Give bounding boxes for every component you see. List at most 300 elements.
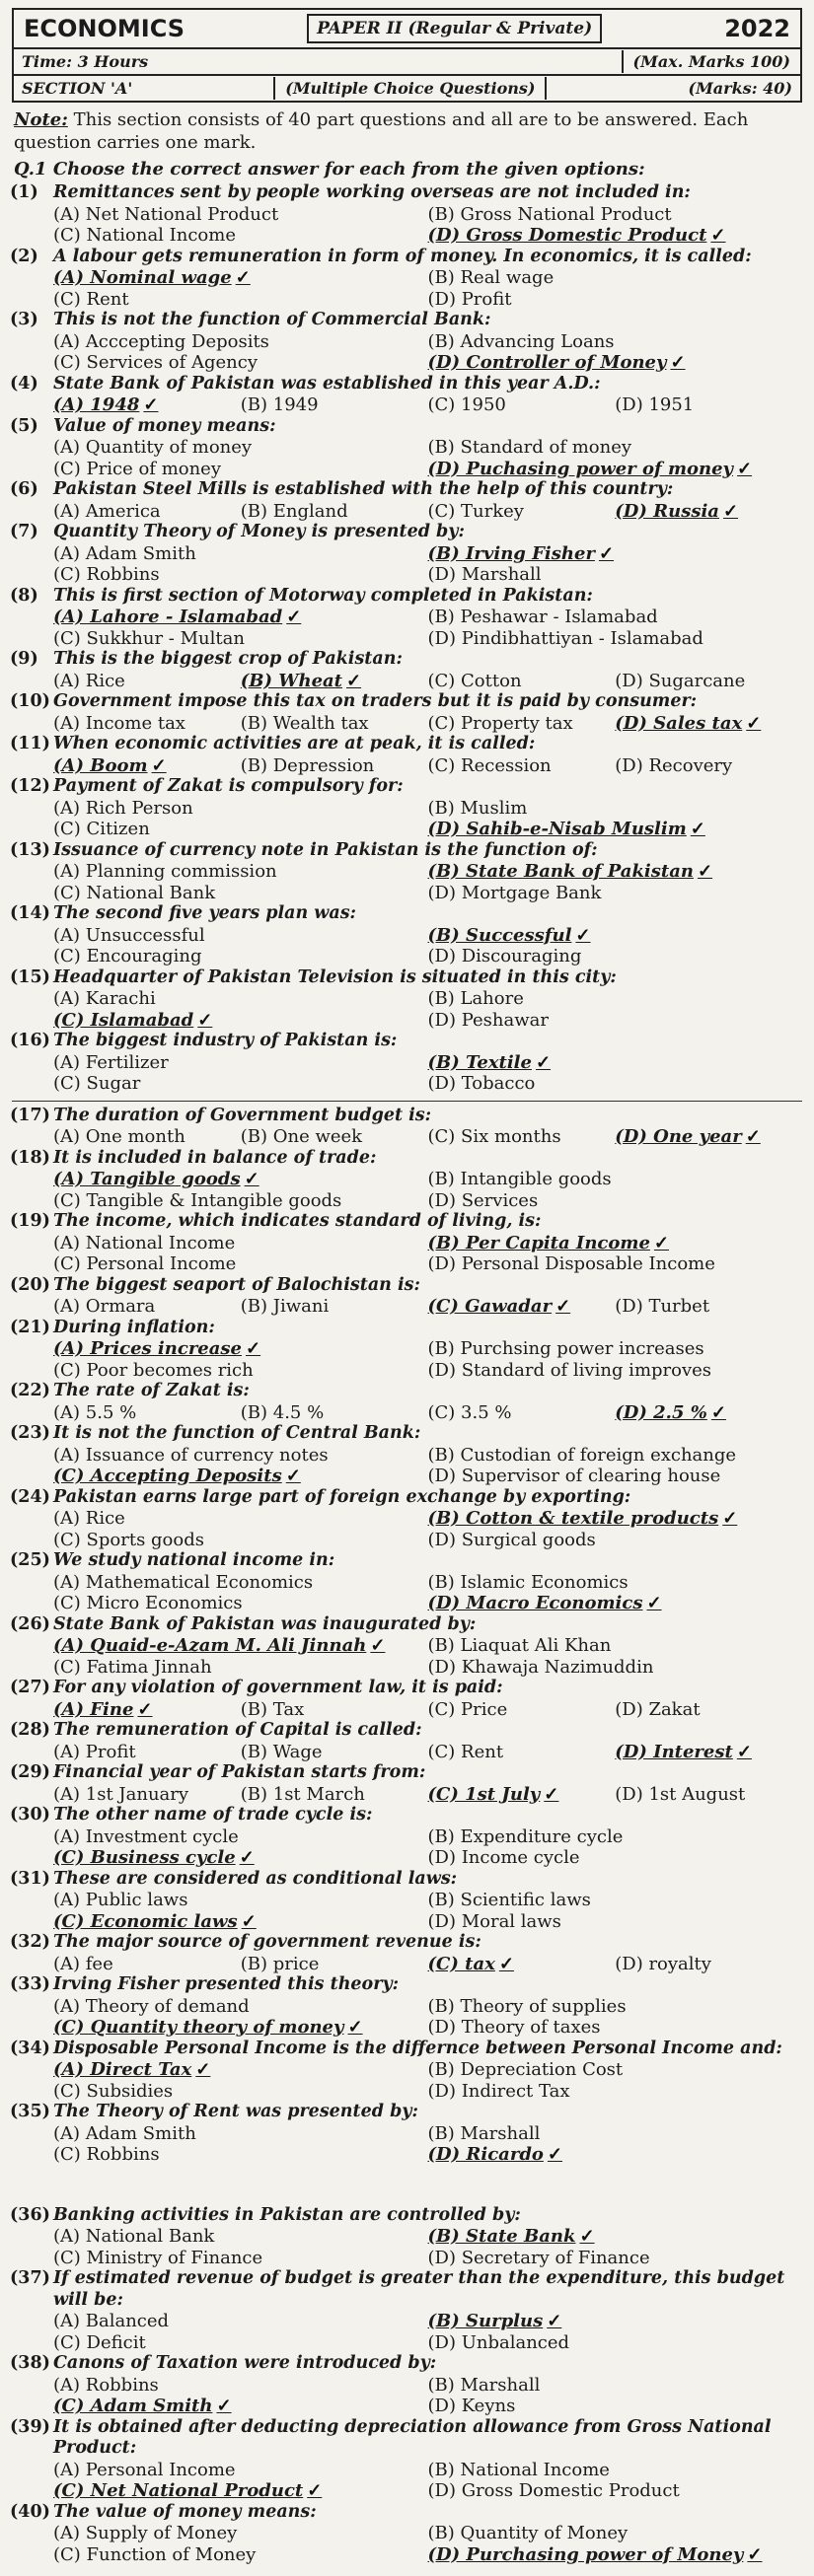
option-text: (A) America bbox=[53, 500, 161, 522]
option bbox=[53, 2081, 428, 2103]
option-grid bbox=[53, 2311, 802, 2353]
option-text: (B) Gross National Product bbox=[427, 203, 672, 225]
answer-option bbox=[428, 1784, 616, 1806]
option-text: (C) Quantity theory of money bbox=[53, 2017, 344, 2038]
option-grid bbox=[53, 1402, 802, 1424]
option bbox=[53, 798, 428, 820]
option-grid bbox=[53, 1699, 802, 1721]
option-text: (C) Micro Economics bbox=[53, 1593, 243, 1613]
option-grid bbox=[53, 861, 802, 903]
option bbox=[615, 1699, 802, 1721]
option-grid bbox=[53, 1169, 802, 1211]
question-line bbox=[10, 1487, 802, 1509]
question-text: The remuneration of Capital is called: bbox=[53, 1720, 422, 1740]
option bbox=[428, 2081, 803, 2103]
question-item bbox=[10, 2417, 802, 2502]
question-line bbox=[10, 2268, 802, 2311]
option-grid bbox=[53, 204, 802, 247]
option bbox=[615, 1954, 802, 1975]
question-line bbox=[10, 776, 802, 798]
option-text: (C) 3.5 % bbox=[427, 1401, 512, 1423]
option-text: (A) 1st January bbox=[53, 1783, 189, 1805]
question-line bbox=[10, 1720, 802, 1742]
question-number: (40) bbox=[10, 2501, 50, 2522]
option-text: (D) Marshall bbox=[427, 564, 542, 585]
option-text: (D) Peshawar bbox=[427, 1009, 549, 1031]
check-mark-icon: ✓ bbox=[653, 1232, 669, 1253]
option-text: (B) Peshawar - Islamabad bbox=[427, 607, 658, 627]
option-text: (C) Gawadar bbox=[427, 1296, 553, 1317]
option-text: (B) Theory of supplies bbox=[427, 1995, 627, 2017]
subject-title: ECONOMICS bbox=[24, 15, 185, 42]
option-text: (C) Islamabad bbox=[53, 1009, 194, 1031]
question-line bbox=[10, 1974, 802, 1996]
option-text: (B) Intangible goods bbox=[427, 1169, 612, 1189]
option-grid bbox=[53, 1445, 802, 1487]
option bbox=[428, 394, 616, 416]
option bbox=[53, 1784, 241, 1806]
option bbox=[428, 2248, 803, 2269]
answer-option bbox=[53, 1338, 428, 1360]
option bbox=[53, 946, 428, 967]
option bbox=[241, 713, 428, 735]
question-number: (17) bbox=[10, 1105, 50, 1125]
answer-option bbox=[428, 2544, 803, 2566]
option-text: (B) England bbox=[240, 500, 348, 522]
option-text: (C) Services of Agency bbox=[53, 352, 258, 373]
option-text: (C) Price of money bbox=[53, 458, 222, 479]
option bbox=[428, 2123, 803, 2145]
option bbox=[53, 1593, 428, 1614]
option bbox=[53, 2311, 428, 2332]
question-number: (30) bbox=[10, 1805, 50, 1825]
option-text: (A) Planning commission bbox=[53, 861, 277, 882]
option bbox=[428, 1338, 803, 1360]
option bbox=[241, 1742, 428, 1763]
option bbox=[428, 289, 803, 311]
option-text: (C) Subsidies bbox=[53, 2080, 174, 2102]
answer-option bbox=[615, 713, 802, 735]
answer-option bbox=[615, 1742, 802, 1763]
option bbox=[428, 437, 803, 459]
question-line bbox=[10, 649, 802, 671]
option bbox=[428, 1826, 803, 1848]
question-number: (26) bbox=[10, 1613, 50, 1634]
option-text: (D) Interest bbox=[615, 1741, 733, 1762]
section-type: (Multiple Choice Questions) bbox=[273, 77, 547, 100]
option-text: (A) Direct Tax bbox=[53, 2059, 192, 2080]
question-text: When economic activities are at peak, it is called: bbox=[53, 734, 536, 753]
question-item bbox=[10, 1031, 802, 1095]
question-text: Banking activities in Pakistan are controlled by: bbox=[53, 2204, 521, 2225]
check-mark-icon: ✓ bbox=[544, 1783, 559, 1805]
option-text: (B) Tax bbox=[240, 1698, 305, 1720]
option bbox=[53, 501, 241, 523]
option-text: (A) Unsuccessful bbox=[53, 924, 205, 946]
option bbox=[53, 2375, 428, 2397]
option-text: (C) Sports goods bbox=[53, 1529, 204, 1550]
option bbox=[428, 564, 803, 586]
option-text: (D) royalty bbox=[615, 1953, 711, 1974]
option-text: (C) Sukkhur - Multan bbox=[53, 627, 245, 649]
answer-option bbox=[428, 459, 803, 480]
option-text: (A) One month bbox=[53, 1126, 185, 1147]
question-text: Pakistan earns large part of foreign exchange by exporting: bbox=[53, 1486, 631, 1507]
question-line bbox=[10, 1275, 802, 1297]
option-text: (C) Price bbox=[427, 1698, 508, 1720]
check-mark-icon: ✓ bbox=[710, 1401, 726, 1423]
option-text: (B) Real wage bbox=[427, 267, 555, 288]
question-line bbox=[10, 840, 802, 862]
answer-option bbox=[428, 1954, 616, 1975]
option bbox=[428, 1635, 803, 1657]
option bbox=[428, 2332, 803, 2354]
question-item bbox=[10, 2039, 802, 2103]
option-text: (D) 1951 bbox=[615, 394, 695, 415]
option-text: (B) Expenditure cycle bbox=[427, 1825, 624, 1847]
question-number: (2) bbox=[10, 246, 38, 266]
option-text: (D) Pindibhattiyan - Islamabad bbox=[427, 627, 703, 649]
option bbox=[428, 331, 803, 353]
option-text: (C) Encouraging bbox=[53, 946, 202, 966]
question-number: (18) bbox=[10, 1147, 50, 1168]
question-item bbox=[10, 1869, 802, 1933]
question-text: Pakistan Steel Mills is established with the help of this country: bbox=[53, 479, 674, 499]
option-grid bbox=[53, 671, 802, 692]
answer-option bbox=[53, 1911, 428, 1933]
question-item bbox=[10, 1974, 802, 2039]
option-text: (D) Theory of taxes bbox=[427, 2017, 601, 2038]
question-line bbox=[10, 1318, 802, 1339]
question-item bbox=[10, 1805, 802, 1869]
question-item bbox=[10, 1932, 802, 1974]
option-text: (D) Personal Disposable Income bbox=[427, 1253, 715, 1274]
check-mark-icon: ✓ bbox=[246, 1338, 261, 1359]
question-item bbox=[10, 2102, 802, 2166]
check-mark-icon: ✓ bbox=[286, 607, 302, 627]
question-item bbox=[10, 1148, 802, 1212]
option bbox=[615, 1296, 802, 1318]
option-text: (B) Wheat bbox=[240, 670, 342, 691]
option-text: (C) Function of Money bbox=[53, 2543, 257, 2565]
option-text: (B) 1949 bbox=[240, 394, 319, 415]
option-text: (D) Macro Economics bbox=[427, 1593, 643, 1613]
answer-option bbox=[615, 1402, 802, 1424]
option-text: (C) Poor becomes rich bbox=[53, 1359, 254, 1381]
question-number: (33) bbox=[10, 1974, 50, 1994]
option bbox=[428, 1402, 616, 1424]
question-text: We study national income in: bbox=[53, 1550, 335, 1570]
option bbox=[53, 671, 241, 692]
check-mark-icon: ✓ bbox=[722, 1508, 738, 1529]
option-grid bbox=[53, 1742, 802, 1763]
option-text: (D) Keyns bbox=[427, 2396, 516, 2416]
check-mark-icon: ✓ bbox=[579, 2226, 595, 2247]
option-text: (C) Rent bbox=[53, 288, 129, 310]
option-grid bbox=[53, 2375, 802, 2417]
option-text: (B) Successful bbox=[427, 924, 572, 946]
question-number: (38) bbox=[10, 2353, 50, 2373]
option-text: (A) Profit bbox=[53, 1741, 136, 1762]
option-text: (C) tax bbox=[427, 1953, 495, 1974]
question-line bbox=[10, 2353, 802, 2375]
question-number: (20) bbox=[10, 1274, 50, 1295]
option-text: (A) Rice bbox=[53, 670, 125, 691]
option-text: (D) Tobacco bbox=[427, 1073, 536, 1094]
question-item bbox=[10, 182, 802, 247]
option bbox=[53, 1052, 428, 1074]
option-text: (D) Supervisor of clearing house bbox=[427, 1466, 721, 1486]
option-text: (A) Fertilizer bbox=[53, 1051, 169, 1073]
question-item bbox=[10, 734, 802, 776]
question-number: (9) bbox=[10, 649, 38, 669]
answer-option bbox=[428, 543, 803, 565]
question-item bbox=[10, 649, 802, 691]
option-text: (B) Quantity of Money bbox=[427, 2523, 629, 2543]
option-text: (A) Ormara bbox=[53, 1296, 156, 1317]
question-text: Value of money means: bbox=[53, 415, 276, 436]
option bbox=[53, 2523, 428, 2544]
option-text: (A) Public laws bbox=[53, 1890, 188, 1910]
question-text: This is first section of Motorway completed in Pakistan: bbox=[53, 585, 593, 606]
answer-option bbox=[428, 352, 803, 374]
option-text: (D) 1st August bbox=[615, 1783, 746, 1805]
option bbox=[428, 755, 616, 777]
question-number: (31) bbox=[10, 1868, 50, 1889]
option-grid bbox=[53, 1296, 802, 1318]
option bbox=[53, 1742, 241, 1763]
option bbox=[53, 819, 428, 840]
question-text: Canons of Taxation were introduced by: bbox=[53, 2353, 437, 2373]
option-text: (A) Adam Smith bbox=[53, 2122, 196, 2144]
option-text: (B) One week bbox=[240, 1126, 363, 1147]
header-row-time bbox=[14, 49, 800, 76]
question-item bbox=[10, 522, 802, 586]
question-number: (28) bbox=[10, 1720, 50, 1740]
option-text: (D) Zakat bbox=[615, 1698, 701, 1720]
option bbox=[428, 1657, 803, 1679]
option bbox=[428, 2375, 803, 2397]
option bbox=[53, 1530, 428, 1551]
check-mark-icon: ✓ bbox=[370, 1635, 386, 1656]
option-text: (C) Robbins bbox=[53, 2144, 160, 2165]
question-text: It is obtained after deducting depreciation allowance from Gross National Product: bbox=[53, 2416, 772, 2458]
option-text: (B) Irving Fisher bbox=[427, 542, 595, 564]
option-grid bbox=[53, 394, 802, 416]
option-grid bbox=[53, 2226, 802, 2268]
option bbox=[428, 204, 803, 226]
option-grid bbox=[53, 501, 802, 523]
option bbox=[53, 713, 241, 735]
question-number: (21) bbox=[10, 1317, 50, 1337]
question-item bbox=[10, 1762, 802, 1805]
option-text: (C) 1st July bbox=[427, 1783, 541, 1805]
question-text: During inflation: bbox=[53, 1317, 215, 1337]
option bbox=[53, 1826, 428, 1848]
option-grid bbox=[53, 1126, 802, 1148]
check-mark-icon: ✓ bbox=[151, 754, 167, 776]
question-line bbox=[10, 691, 802, 713]
check-mark-icon: ✓ bbox=[575, 924, 591, 946]
answer-option bbox=[428, 861, 803, 883]
check-mark-icon: ✓ bbox=[697, 861, 713, 882]
check-mark-icon: ✓ bbox=[690, 819, 705, 839]
question-line bbox=[10, 1106, 802, 1127]
answer-option bbox=[428, 819, 803, 840]
option-text: (A) Theory of demand bbox=[53, 1995, 250, 2017]
question-number: (7) bbox=[10, 522, 38, 541]
question-line bbox=[10, 2205, 802, 2227]
option-text: (D) Gross Domestic Product bbox=[427, 225, 707, 246]
answer-option bbox=[53, 1699, 241, 1721]
question-text: Payment of Zakat is compulsory for: bbox=[53, 776, 404, 796]
question-item bbox=[10, 1678, 802, 1720]
instruction-number: Q.1 bbox=[14, 159, 47, 179]
option-text: (D) One year bbox=[615, 1126, 742, 1147]
option-text: (D) Services bbox=[427, 1189, 539, 1211]
option bbox=[53, 225, 428, 247]
option-text: (C) National Bank bbox=[53, 882, 216, 903]
question-number: (23) bbox=[10, 1423, 50, 1443]
question-text: The value of money means: bbox=[53, 2501, 317, 2522]
option-text: (A) Quaid-e-Azam M. Ali Jinnah bbox=[53, 1635, 367, 1656]
question-text: Headquarter of Pakistan Television is situated in this city: bbox=[53, 966, 617, 987]
option bbox=[53, 204, 428, 226]
check-mark-icon: ✓ bbox=[143, 394, 159, 415]
option bbox=[53, 331, 428, 353]
option bbox=[428, 713, 616, 735]
exam-year: 2022 bbox=[724, 15, 790, 42]
option-grid bbox=[53, 1338, 802, 1381]
question-text: Government impose this tax on traders but it is paid by consumer: bbox=[53, 691, 698, 711]
option-text: (D) Turbet bbox=[615, 1296, 710, 1317]
option bbox=[53, 2226, 428, 2248]
option bbox=[428, 1126, 616, 1148]
answer-option bbox=[53, 755, 241, 777]
question-line bbox=[10, 1211, 802, 1233]
option bbox=[241, 755, 428, 777]
option-text: (D) Recovery bbox=[615, 754, 733, 776]
option-text: (B) Jiwani bbox=[240, 1296, 330, 1317]
option bbox=[241, 501, 428, 523]
option-grid bbox=[53, 1784, 802, 1806]
option-text: (C) Turkey bbox=[427, 500, 524, 522]
check-mark-icon: ✓ bbox=[598, 542, 615, 564]
question-item bbox=[10, 691, 802, 734]
option bbox=[428, 1010, 803, 1032]
question-line bbox=[10, 374, 802, 395]
option bbox=[53, 289, 428, 311]
option bbox=[53, 628, 428, 650]
question-text: The rate of Zakat is: bbox=[53, 1381, 250, 1400]
answer-option bbox=[428, 925, 803, 947]
option bbox=[615, 1784, 802, 1806]
option-text: (C) Business cycle bbox=[53, 1847, 236, 1868]
option-text: (C) Sugar bbox=[53, 1073, 141, 1094]
option bbox=[53, 459, 428, 480]
answer-option bbox=[615, 1126, 802, 1148]
option bbox=[428, 1253, 803, 1275]
option-text: (D) Surgical goods bbox=[427, 1529, 596, 1550]
option-text: (D) Secretary of Finance bbox=[427, 2247, 650, 2268]
question-number: (5) bbox=[10, 415, 38, 436]
answer-option bbox=[615, 501, 802, 523]
question-number: (6) bbox=[10, 479, 38, 499]
option-text: (B) Depression bbox=[240, 754, 375, 776]
option-text: (B) Muslim bbox=[427, 797, 528, 819]
check-mark-icon: ✓ bbox=[555, 1296, 571, 1317]
option bbox=[53, 1954, 241, 1975]
option-grid bbox=[53, 1508, 802, 1550]
question-item bbox=[10, 479, 802, 522]
option-text: (B) 1st March bbox=[240, 1783, 365, 1805]
option-grid bbox=[53, 713, 802, 735]
question-number: (13) bbox=[10, 839, 50, 860]
option bbox=[428, 1530, 803, 1551]
option bbox=[428, 1073, 803, 1095]
option bbox=[241, 1699, 428, 1721]
option-grid bbox=[53, 2059, 802, 2102]
answer-option bbox=[53, 607, 428, 628]
option-text: (A) National Bank bbox=[53, 2226, 215, 2247]
question-line bbox=[10, 1148, 802, 1170]
option bbox=[241, 394, 428, 416]
check-mark-icon: ✓ bbox=[670, 352, 686, 373]
question-number: (12) bbox=[10, 776, 50, 796]
option-text: (D) Income cycle bbox=[427, 1847, 580, 1868]
option-grid bbox=[53, 1826, 802, 1869]
answer-option bbox=[241, 671, 428, 692]
option bbox=[53, 352, 428, 374]
option-text: (C) Rent bbox=[427, 1741, 504, 1762]
option-text: (C) Accepting Deposits bbox=[53, 1466, 282, 1486]
option bbox=[53, 1996, 428, 2018]
option-text: (C) Fatima Jinnah bbox=[53, 1656, 212, 1678]
option-text: (A) Nominal wage bbox=[53, 267, 232, 288]
option-text: (B) Purchsing power increases bbox=[427, 1338, 704, 1359]
note-body: This section consists of 40 part questions and all are to be answered. Each question carries one mark. bbox=[14, 109, 749, 153]
option bbox=[428, 2059, 803, 2081]
option-text: (C) Ministry of Finance bbox=[53, 2247, 263, 2268]
max-marks: (Max. Marks 100) bbox=[622, 50, 800, 73]
option-text: (A) Karachi bbox=[53, 988, 156, 1009]
check-mark-icon: ✓ bbox=[747, 2543, 763, 2565]
option-text: (B) Custodian of foreign exchange bbox=[427, 1444, 737, 1466]
question-text: For any violation of government law, it is paid: bbox=[53, 1678, 503, 1697]
option-text: (C) 1950 bbox=[427, 394, 506, 415]
answer-option bbox=[428, 1296, 616, 1318]
option bbox=[53, 1126, 241, 1148]
check-mark-icon: ✓ bbox=[710, 225, 726, 246]
option-text: (B) price bbox=[240, 1953, 320, 1974]
question-item bbox=[10, 1550, 802, 1614]
option bbox=[53, 2332, 428, 2354]
question-number: (35) bbox=[10, 2102, 50, 2121]
option-text: (D) Indirect Tax bbox=[427, 2080, 570, 2102]
option bbox=[53, 1190, 428, 1212]
question-text: Issuance of currency note in Pakistan is the function of: bbox=[53, 839, 598, 860]
option-text: (B) Cotton & textile products bbox=[427, 1508, 719, 1529]
option bbox=[428, 946, 803, 967]
option bbox=[428, 1360, 803, 1382]
question-item bbox=[10, 903, 802, 967]
question-line bbox=[10, 1381, 802, 1402]
question-line bbox=[10, 586, 802, 608]
option-text: (B) Marshall bbox=[427, 2122, 541, 2144]
option-text: (A) 1948 bbox=[53, 394, 140, 415]
answer-option bbox=[53, 1635, 428, 1657]
question-text: These are considered as conditional laws: bbox=[53, 1868, 458, 1889]
